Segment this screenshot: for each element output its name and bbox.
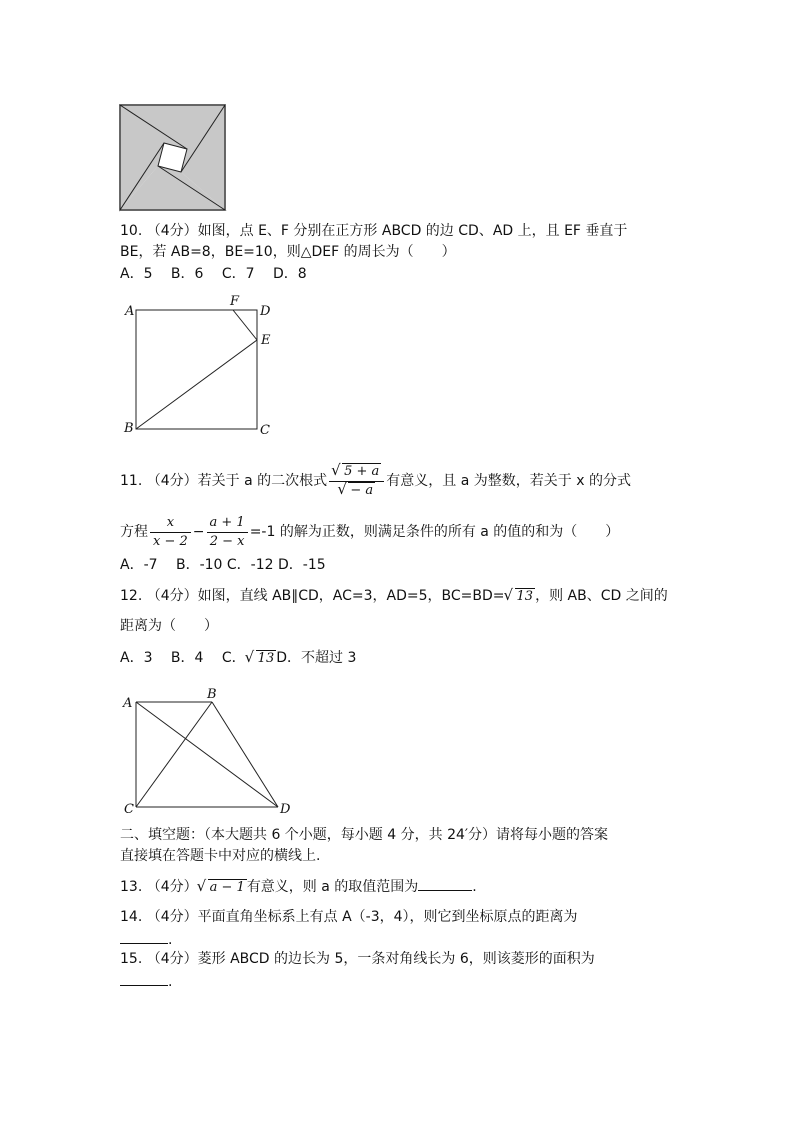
q11-minus: −	[192, 524, 205, 540]
q10-label-d: D	[260, 304, 271, 319]
q13-pre: 13. （4分）	[120, 879, 198, 895]
q11-f1-den: x − 2	[153, 533, 188, 549]
q11-line1-pre: 11. （4分）若关于 a 的二次根式	[120, 473, 328, 489]
q12-options	[120, 648, 356, 668]
q11-line2-post: =-1 的解为正数，则满足条件的所有 a 的值的和为（ ）	[249, 524, 620, 540]
q14-answer-blank[interactable]	[120, 929, 168, 944]
q13-post: 有意义，则 a 的取值范围为	[246, 879, 419, 895]
q10-label-f: F	[230, 294, 240, 309]
q15-end: .	[168, 974, 173, 990]
q13-sqrt: a − 1	[209, 880, 245, 895]
q10-label-e: E	[261, 333, 271, 348]
q12-label-d: D	[280, 802, 291, 816]
q10-line1: 10. （4分）如图，点 E、F 分别在正方形 ABCD 的边 CD、AD 上，且 EF 垂直于	[120, 223, 628, 239]
q12-label-a: A	[123, 696, 133, 711]
section2-line2: 直接填在答题卡中对应的横线上.	[120, 848, 321, 864]
q12-line1-post: ，则 AB、CD 之间的	[535, 588, 668, 604]
q11-line1-post: 有意义，且 a 为整数，若关于 x 的分式	[386, 473, 631, 489]
q12-options-post: D．不超过 3	[276, 650, 357, 666]
q12-line2: 距离为（ ）	[120, 618, 218, 634]
pinwheel-figure	[119, 104, 227, 212]
q15-line1: 15. （4分）菱形 ABCD 的边长为 5，一条对角线长为 6，则该菱形的面积为	[120, 951, 595, 967]
q12-line1-pre: 12. （4分）如图，直线 AB∥CD，AC=3，AD=5，BC=BD=	[120, 588, 505, 604]
q11-fraction-1	[150, 514, 191, 551]
q14-line1: 14. （4分）平面直角坐标系上有点 A（-3，4），则它到坐标原点的距离为	[120, 909, 578, 925]
q12-options-sqrt: 13	[257, 651, 275, 666]
q10-line2: BE，若 AB=8，BE=10，则△DEF 的周长为（ ）	[120, 244, 456, 260]
q11-rad-num: 5 + a	[344, 463, 380, 479]
q12-trapezoid-figure	[118, 684, 298, 816]
q10-label-b: B	[124, 421, 134, 436]
q10-square-figure	[120, 292, 280, 442]
section2-line1: 二、填空题：（本大题共 6 个小题，每小题 4 分，共 24′分）请将每小题的答案	[120, 827, 609, 843]
q11-options: A．-7 B．-10 C．-12 D．-15	[120, 557, 326, 573]
q11-f2-den: 2 − x	[209, 533, 245, 549]
q12-sqrt: 13	[516, 589, 534, 604]
q11-line2	[120, 510, 619, 554]
q11-line2-pre: 方程	[120, 524, 148, 540]
q11-line1	[120, 459, 631, 503]
q13-line	[120, 876, 477, 897]
q11-radical-fraction	[329, 463, 384, 500]
q14-end: .	[168, 932, 173, 948]
q15-answer-blank[interactable]	[120, 971, 168, 986]
q12-options-pre: A．3 B．4 C．	[120, 650, 246, 666]
q14-line2	[120, 929, 172, 950]
q11-f2-num: a + 1	[207, 514, 248, 533]
q10-options: A．5 B．6 C．7 D．8	[120, 266, 307, 282]
q10-label-c: C	[260, 423, 270, 438]
q12-label-b: B	[207, 687, 217, 702]
q15-line2	[120, 971, 172, 992]
q11-rad-den: − a	[350, 482, 374, 498]
q13-answer-blank[interactable]	[418, 876, 472, 891]
q12-label-c: C	[124, 802, 134, 816]
q11-f1-num: x	[150, 514, 191, 533]
q10-label-a: A	[125, 304, 135, 319]
q13-end: .	[472, 879, 477, 895]
q11-fraction-2	[207, 514, 248, 551]
q12-line1	[120, 586, 668, 606]
